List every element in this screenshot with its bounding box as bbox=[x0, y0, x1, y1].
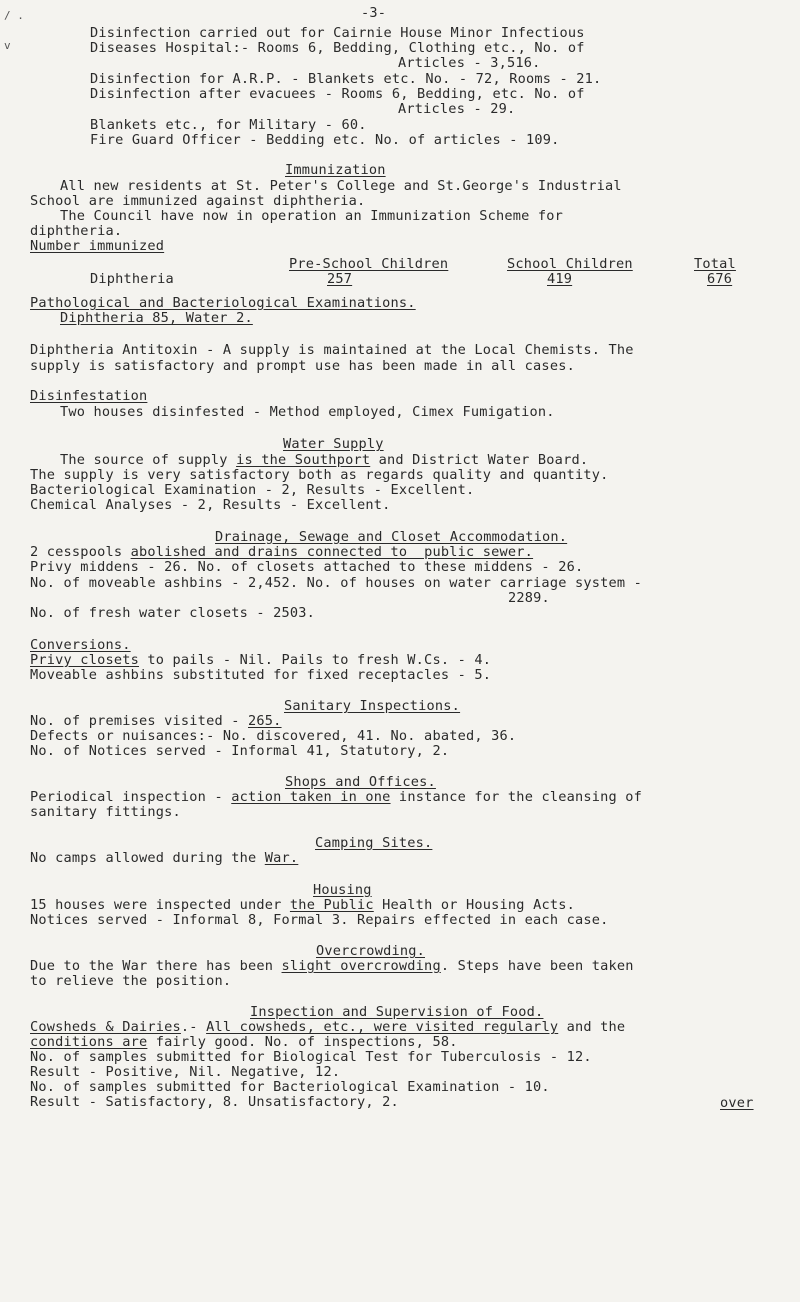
food-line-2: conditions are fairly good. No. of inspections, 58. bbox=[30, 1034, 458, 1050]
housing-heading: Housing bbox=[313, 882, 372, 898]
sanitary-line-1: No. of premises visited - 265. bbox=[30, 713, 282, 729]
disinfection-line-3: Articles - 3,516. bbox=[398, 55, 541, 71]
sanitary-line-2: Defects or nuisances:- No. discovered, 41. No. abated, 36. bbox=[30, 728, 517, 744]
drainage-line-1: 2 cesspools abolished and drains connected to public sewer. bbox=[30, 544, 534, 560]
margin-mark: / . bbox=[4, 9, 24, 22]
disinfection-line-1: Disinfection carried out for Cairnie House Minor Infectious bbox=[90, 25, 585, 41]
disinfection-line-6: Articles - 29. bbox=[398, 101, 516, 117]
margin-tick: v bbox=[4, 39, 11, 52]
immunization-line-2: School are immunized against diphtheria. bbox=[30, 193, 366, 209]
conversions-heading: Conversions. bbox=[30, 637, 131, 653]
water-supply-heading: Water Supply bbox=[283, 436, 384, 452]
cell-total: 676 bbox=[707, 271, 733, 287]
shops-line-2: sanitary fittings. bbox=[30, 804, 181, 820]
cell-school: 419 bbox=[547, 271, 573, 287]
disinfection-line-5: Disinfection after evacuees - Rooms 6, Bedding, etc. No. of bbox=[90, 86, 585, 102]
drainage-line-4: 2289. bbox=[508, 590, 550, 606]
overcrowding-line-2: to relieve the position. bbox=[30, 973, 232, 989]
drainage-heading: Drainage, Sewage and Closet Accommodation. bbox=[215, 529, 568, 545]
drainage-line-2: Privy middens - 26. No. of closets attached to these middens - 26. bbox=[30, 559, 584, 575]
conversions-line-1: Privy closets to pails - Nil. Pails to fresh W.Cs. - 4. bbox=[30, 652, 492, 668]
water-supply-line-1: The source of supply is the Southport and District Water Board. bbox=[60, 452, 589, 468]
food-line-5: No. of samples submitted for Bacteriological Examination - 10. bbox=[30, 1079, 550, 1095]
col-header-school: School Children bbox=[507, 256, 633, 272]
disinfection-line-8: Fire Guard Officer - Bedding etc. No. of articles - 109. bbox=[90, 132, 560, 148]
food-line-4: Result - Positive, Nil. Negative, 12. bbox=[30, 1064, 341, 1080]
disinfection-line-7: Blankets etc., for Military - 60. bbox=[90, 117, 367, 133]
disinfestation-heading: Disinfestation bbox=[30, 388, 148, 404]
number-immunized-label: Number immunized bbox=[30, 238, 165, 254]
camping-heading: Camping Sites. bbox=[315, 835, 433, 851]
sanitary-heading: Sanitary Inspections. bbox=[284, 698, 461, 714]
antitoxin-line-2: supply is satisfactory and prompt use has been made in all cases. bbox=[30, 358, 575, 374]
food-heading: Inspection and Supervision of Food. bbox=[250, 1004, 544, 1020]
drainage-line-5: No. of fresh water closets - 2503. bbox=[30, 605, 316, 621]
cell-preschool: 257 bbox=[327, 271, 353, 287]
col-header-preschool: Pre-School Children bbox=[289, 256, 449, 272]
overcrowding-heading: Overcrowding. bbox=[316, 943, 425, 959]
immunization-line-3: The Council have now in operation an Immunization Scheme for bbox=[60, 208, 564, 224]
housing-line-1: 15 houses were inspected under the Public Health or Housing Acts. bbox=[30, 897, 575, 913]
overcrowding-line-1: Due to the War there has been slight overcrowding. Steps have been taken bbox=[30, 958, 634, 974]
water-supply-line-2: The supply is very satisfactory both as regards quality and quantity. bbox=[30, 467, 609, 483]
disinfection-line-4: Disinfection for A.R.P. - Blankets etc. No. - 72, Rooms - 21. bbox=[90, 71, 602, 87]
food-line-3: No. of samples submitted for Biological Test for Tuberculosis - 12. bbox=[30, 1049, 592, 1065]
disinfection-line-2: Diseases Hospital:- Rooms 6, Bedding, Clothing etc., No. of bbox=[90, 40, 585, 56]
antitoxin-line-1: Diphtheria Antitoxin - A supply is maintained at the Local Chemists. The bbox=[30, 342, 634, 358]
pathological-heading: Pathological and Bacteriological Examinations. bbox=[30, 295, 416, 311]
shops-heading: Shops and Offices. bbox=[285, 774, 436, 790]
immunization-line-4: diphtheria. bbox=[30, 223, 123, 239]
food-line-1: Cowsheds & Dairies.- All cowsheds, etc., were visited regularly and the bbox=[30, 1019, 626, 1035]
conversions-line-2: Moveable ashbins substituted for fixed receptacles - 5. bbox=[30, 667, 492, 683]
page-number: -3- bbox=[361, 5, 387, 21]
col-header-total: Total bbox=[694, 256, 736, 272]
row-label-diphtheria: Diphtheria bbox=[90, 271, 174, 287]
over-note: over bbox=[720, 1095, 754, 1111]
camping-line-1: No camps allowed during the War. bbox=[30, 850, 299, 866]
disinfestation-line: Two houses disinfested - Method employed, Cimex Fumigation. bbox=[60, 404, 555, 420]
sanitary-line-3: No. of Notices served - Informal 41, Statutory, 2. bbox=[30, 743, 450, 759]
immunization-line-1: All new residents at St. Peter's College and St.George's Industrial bbox=[60, 178, 622, 194]
shops-line-1: Periodical inspection - action taken in one instance for the cleansing of bbox=[30, 789, 643, 805]
drainage-line-3: No. of moveable ashbins - 2,452. No. of houses on water carriage system - bbox=[30, 575, 643, 591]
housing-line-2: Notices served - Informal 8, Formal 3. Repairs effected in each case. bbox=[30, 912, 609, 928]
water-supply-line-3: Bacteriological Examination - 2, Results - Excellent. bbox=[30, 482, 475, 498]
food-line-6: Result - Satisfactory, 8. Unsatisfactory, 2. bbox=[30, 1094, 399, 1110]
water-supply-line-4: Chemical Analyses - 2, Results - Excellent. bbox=[30, 497, 391, 513]
pathological-line: Diphtheria 85, Water 2. bbox=[60, 310, 253, 326]
immunization-heading: Immunization bbox=[285, 162, 386, 178]
